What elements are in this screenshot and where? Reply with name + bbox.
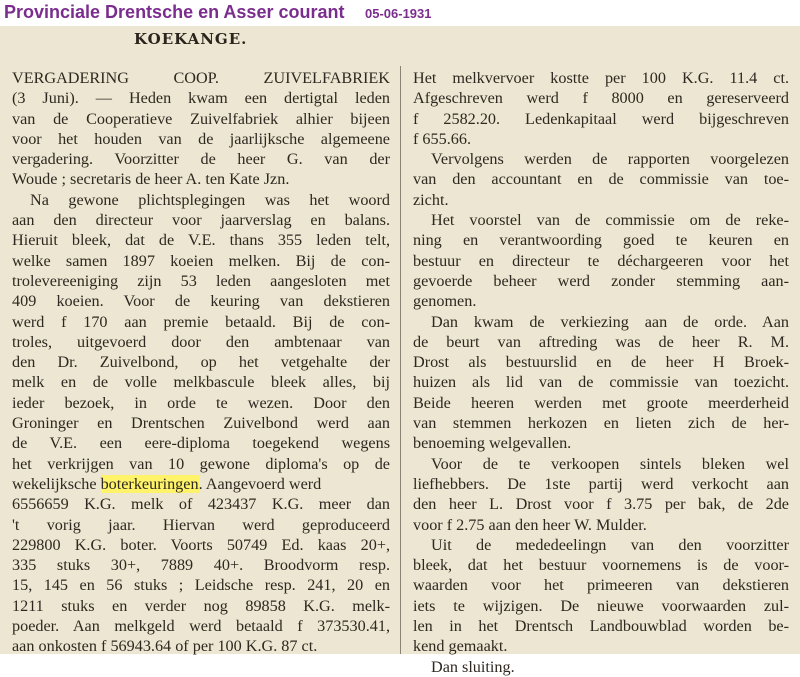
page-header <box>0 0 800 26</box>
text-line: ning en verantwoording goed te keuren en <box>413 231 789 250</box>
text-line: kend gemaakt. <box>413 637 508 656</box>
article-title: KOEKANGE. <box>134 30 248 48</box>
text-line: Het voorstel van de commissie om de reke- <box>431 211 789 230</box>
text-line: Voor de te verkoopen sintels bleken wel <box>431 454 789 473</box>
text-line: 409 koeien. Voor de keuring van dekstieren <box>12 292 390 311</box>
highlighted-search-term: boterkeuringen <box>100 474 199 493</box>
text-line: liefhebbers. De 1ste partij werd verkocht aan <box>413 474 789 493</box>
text-line: Na gewone plichtsplegingen was het woord <box>30 190 390 209</box>
text-line: f 655.66. <box>413 129 471 148</box>
text-line: Woude ; secretaris de heer A. ten Kate Jzn. <box>12 170 290 189</box>
text-line: zicht. <box>413 190 449 209</box>
text-line: de beurt van aftreding was de heer R. M. <box>413 332 789 351</box>
text-line: den heer L. Drost voor f 3.75 per bak, de 2de <box>413 495 789 514</box>
text-line: bleek, dat het bestuur voornemens is de voor- <box>413 556 789 575</box>
text-line: f 2582.20. Ledenkapitaal werd bijgeschreven <box>413 109 789 128</box>
text-line: aan onkosten f 56943.64 of per 100 K.G. 87 ct. <box>12 637 318 656</box>
text-line: Het melkvervoer kostte per 100 K.G. 11.4 ct. <box>413 69 789 87</box>
publication-date: 05-06-1931 <box>365 6 432 21</box>
text-line: len in het Drentsch Landbouwblad worden be- <box>413 617 789 636</box>
text-line: voor f 2.75 aan den heer W. Mulder. <box>413 515 647 534</box>
text-line: het verkrijgen van 10 gewone diploma's op de <box>12 454 390 473</box>
text-line: VERGADERING COOP. ZUIVELFABRIEK <box>12 69 390 87</box>
text-line: melk en de volle melkbascule bleek alles, bij <box>12 373 390 392</box>
text-line: huizen als lid van de commissie van toezicht. <box>413 373 789 392</box>
text-line: Hieruit bleek, dat de V.E. thans 355 leden telt, <box>12 231 390 250</box>
text-line: 229800 K.G. boter. Voorts 50749 Ed. kaas 20+, <box>12 535 390 554</box>
text-line: 335 stuks 30+, 7889 40+. Broodvorm resp. <box>12 556 390 575</box>
text-line: poeder. Aan melkgeld werd betaald f 373530.41, <box>12 617 390 636</box>
text-line: troles, uitgevoerd door den ambtenaar van <box>12 332 390 351</box>
article-column-right <box>413 68 789 677</box>
text-line: de V.E. een eere-diploma toegekend wegens <box>12 434 390 453</box>
newspaper-title: Provinciale Drentsche en Asser courant <box>4 2 345 22</box>
text-line: ieder bezoek, in orde te wezen. Door den <box>12 393 390 412</box>
text-line: van de Cooperatieve Zuivelfabriek alhier bijeen <box>12 109 390 128</box>
text-line: Uit de mededeelingn van den voorzitter <box>431 535 789 554</box>
article-column-left <box>12 68 390 657</box>
text-line: iets te wijzigen. De nieuwe voorwaarden zul- <box>413 596 789 615</box>
text-line: gevoerde beheer werd zonder stemming aan- <box>413 271 789 290</box>
text-line: 1211 stuks en verder nog 89858 K.G. melk- <box>12 596 390 615</box>
text-line: van stemmen herkozen en lieten zich de her- <box>413 414 789 433</box>
newspaper-clipping <box>0 26 800 676</box>
text-line: (3 Juni). — Heden kwam een dertigtal leden <box>12 89 390 108</box>
text-line: voor het houden van de jaarlijksche algemeene <box>12 129 390 148</box>
text-line: aan den directeur voor jaarverslag en balans. <box>12 211 390 230</box>
text-line: 15, 145 en 56 stuks ; Leidsche resp. 241, 20 en <box>12 576 390 595</box>
text-line: 6556659 K.G. melk of 423437 K.G. meer dan <box>12 495 390 514</box>
text-line: benoeming welgevallen. <box>413 434 572 453</box>
text-segment: . Aangevoerd werd <box>198 474 322 493</box>
text-line: Beide heeren werden met groote meerderheid <box>413 393 789 412</box>
text-line: 't vorig jaar. Hiervan werd geproduceerd <box>12 515 390 534</box>
text-line: Dan sluiting. <box>431 657 515 676</box>
text-line: Groninger en Drentschen Zuivelbond werd aan <box>12 414 390 433</box>
text-line: van den accountant en de commissie van toe- <box>413 170 789 189</box>
text-line: Afgeschreven werd f 8000 en gereserveerd <box>413 89 789 108</box>
text-line: Dan kwam de verkiezing aan de orde. Aan <box>431 312 789 331</box>
text-line: vergadering. Voorzitter de heer G. van der <box>12 150 390 169</box>
text-line: waarden voor het primeeren van dekstieren <box>413 576 789 595</box>
text-line: den Dr. Zuivelbond, op het vetgehalte der <box>12 353 390 372</box>
column-divider <box>400 66 401 654</box>
text-line: trolevereeniging zijn 53 leden aangesloten met <box>12 271 390 290</box>
text-line: Drost als bestuurslid en de heer H Broek- <box>413 353 789 372</box>
text-line: genomen. <box>413 292 477 311</box>
text-line-highlight <box>12 474 390 494</box>
text-line: werd f 170 aan premie betaald. Bij de con- <box>12 312 390 331</box>
text-line: welke samen 1897 koeien melken. Bij de con- <box>12 251 390 270</box>
text-segment: wekelijksche <box>12 474 97 493</box>
text-line: bestuur en directeur te déchargeeren voor het <box>413 251 789 270</box>
text-line: Vervolgens werden de rapporten voorgelezen <box>431 150 789 169</box>
